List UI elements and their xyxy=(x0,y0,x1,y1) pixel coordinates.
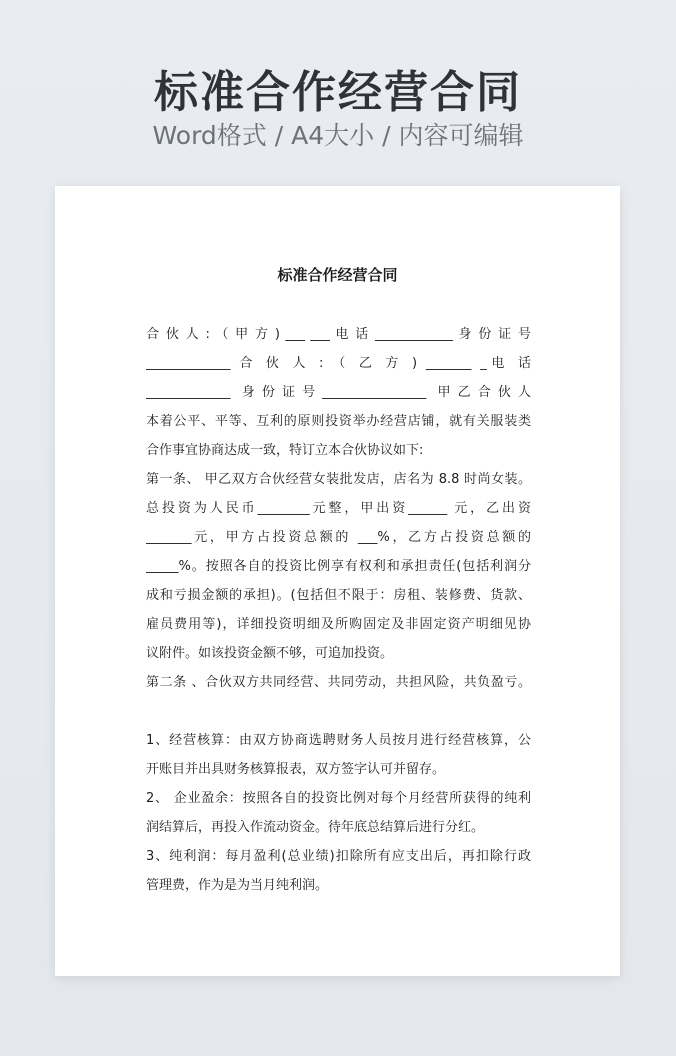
doc-line: 2、 企业盈余：按照各自的投资比例对每个月经营所获得的纯利 xyxy=(146,791,531,806)
doc-line: 管理费，作为是为当月纯利润。 xyxy=(146,878,329,893)
doc-spacer xyxy=(146,697,531,726)
doc-line: 开账目并出具财务核算报表，双方签字认可并留存。 xyxy=(146,762,446,777)
doc-line: 第二条 、合伙双方共同经营、共同劳动，共担风险，共负盈亏。 xyxy=(146,675,531,690)
doc-line: 雇员费用等)，详细投资明细及所购固定及非固定资产明细见协 xyxy=(146,617,531,632)
doc-line: 合作事宜协商达成一致，特订立本合伙协议如下: xyxy=(146,443,424,458)
doc-line: _______元，甲方占投资总额的 ___%，乙方占投资总额的 xyxy=(146,530,531,545)
doc-line: 第一条、 甲乙双方合伙经营女装批发店，店名为 8.8 时尚女装。 xyxy=(146,472,531,487)
doc-line: 1、经营核算：由双方协商选聘财务人员按月进行经营核算，公 xyxy=(146,733,531,748)
doc-line: _____________ 合 伙 人 : （ 乙 方 ) _______ _电 话 xyxy=(146,356,531,371)
doc-line: _____%。按照各自的投资比例享有权利和承担责任(包括利润分 xyxy=(146,559,531,574)
doc-line: 议附件。如该投资金额不够，可追加投资。 xyxy=(146,646,394,661)
doc-line: 本着公平、平等、互利的原则投资举办经营店铺，就有关服装类 xyxy=(146,414,531,429)
banner-subtitle: Word格式 / A4大小 / 内容可编辑 xyxy=(152,121,524,150)
document-page xyxy=(55,186,620,976)
doc-line: 3、纯利润：每月盈利(总业绩)扣除所有应支出后，再扣除行政 xyxy=(146,849,531,864)
doc-line: _____________ 身份证号________________ 甲乙合伙人 xyxy=(146,385,531,400)
doc-line: 成和亏损金额的承担)。(包括但不限于：房租、装修费、货款、 xyxy=(146,588,531,603)
document-body xyxy=(146,320,531,900)
doc-line: 润结算后，再投入作流动资金。待年底总结算后进行分红。 xyxy=(146,820,485,835)
banner-title: 标准合作经营合同 xyxy=(154,67,522,118)
document-title: 标准合作经营合同 xyxy=(277,266,398,284)
doc-line: 合 伙 人 : （ 甲 方 ) ___ ___ 电 话 ____________ 身 份 证 号 xyxy=(146,327,531,342)
doc-line: 总投资为人民币________元整，甲出资______ 元，乙出资 xyxy=(146,501,531,516)
